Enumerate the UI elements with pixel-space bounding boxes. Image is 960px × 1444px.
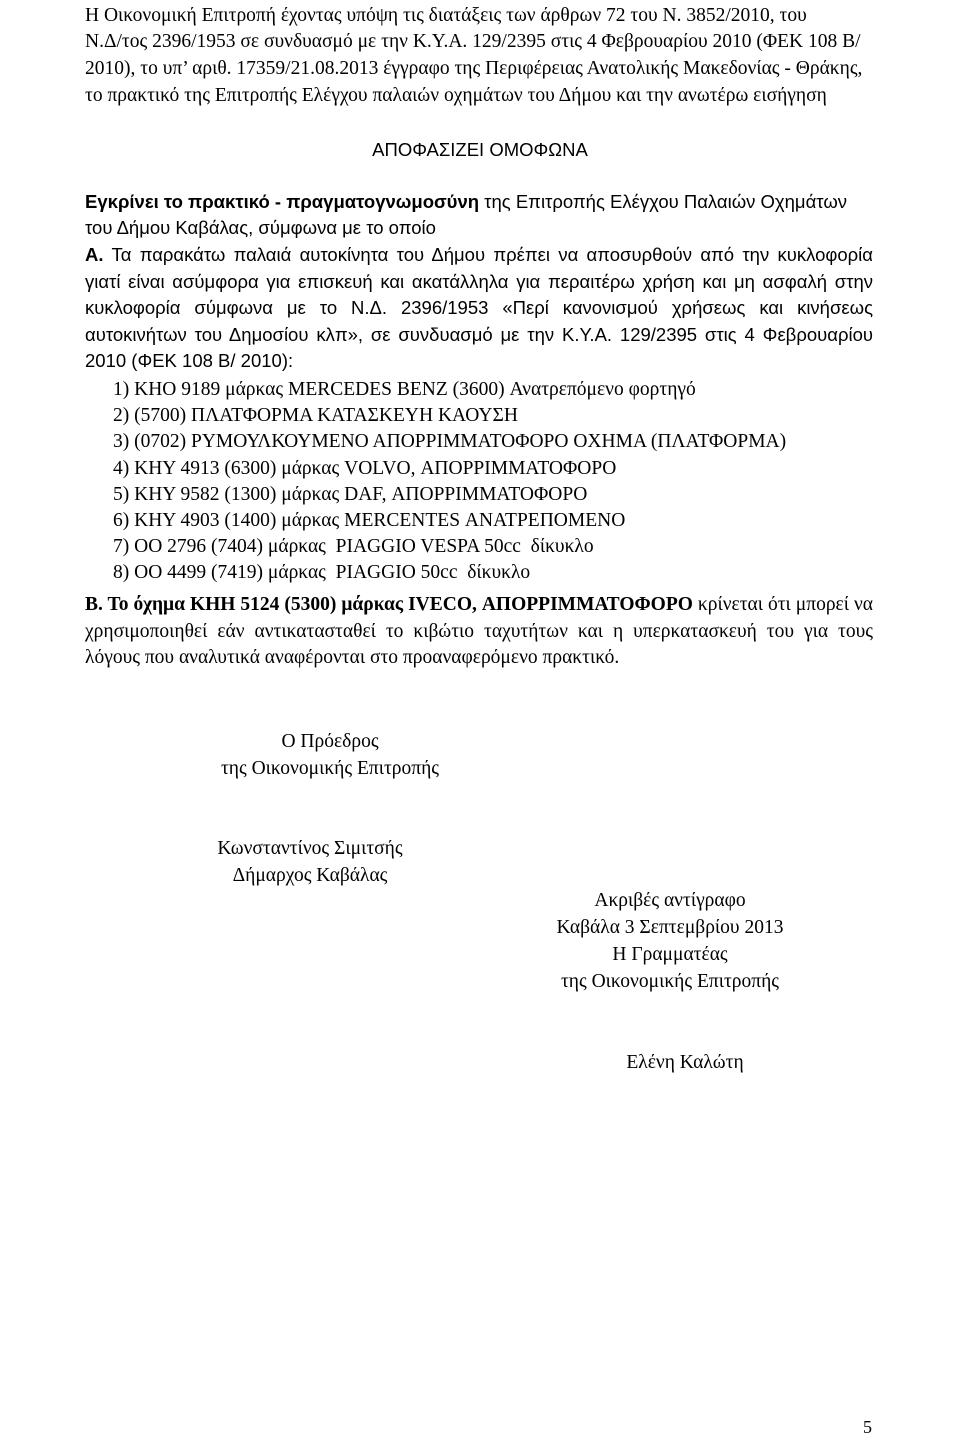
list-item: 4) ΚΗΥ 4913 (6300) μάρκας VOLVO, ΑΠΟΡΡΙΜΜΑΤΟΦΟΡΟ bbox=[113, 457, 617, 479]
list-item: 2) (5700) ΠΛΑΤΦΟΡΜΑ ΚΑΤΑΣΚΕΥΗ ΚΑΟΥΣΗ bbox=[113, 405, 518, 427]
section-b-paragraph bbox=[85, 592, 873, 672]
copy-signer-name: Ελένη Καλώτη bbox=[626, 1052, 744, 1073]
intro-line-3: 2010), το υπ’ αριθ. 17359/21.08.2013 έγγραφο της Περιφέρειας Ανατολικής Μακεδονίας - Θράκης, bbox=[85, 58, 863, 79]
copy-line-4: της Οικονομικής Επιτροπής bbox=[560, 971, 780, 992]
list-item: 6) ΚΗΥ 4903 (1400) μάρκας MERCENTES ΑΝΑΤΡΕΠΟΜΕΝΟ bbox=[113, 509, 626, 531]
intro-line-1: Η Οικονομική Επιτροπή έχοντας υπόψη τις διατάξεις των άρθρων 72 του Ν. 3852/2010, του bbox=[85, 5, 807, 26]
chair-title-line-1: Ο Πρόεδρος bbox=[281, 731, 379, 752]
chair-role: Δήμαρχος Καβάλας bbox=[232, 865, 388, 886]
decision-title: ΑΠΟΦΑΣΙΖΕΙ ΟΜΟΦΩΝΑ bbox=[372, 139, 588, 160]
list-item: 8) ΟΟ 4499 (7419) μάρκας PIAGGIO 50cc δίκυκλο bbox=[113, 562, 531, 584]
approval-bold: Εγκρίνει το πρακτικό - πραγματογνωμοσύνη bbox=[85, 191, 480, 212]
section-b-text: κρίνεται ότι μπορεί να χρησιμοποιηθεί εάν αντικατασταθεί το κιβώτιο ταχυτήτων και η υπερκατασκευή του για τους λόγους που αναλυτικά αναφέρονται στο προαναφερόμενο πρακτικό. bbox=[85, 594, 873, 668]
list-item: 1) ΚΗΟ 9189 μάρκας MERCEDES BENZ (3600) Ανατρεπόμενο φορτηγό bbox=[113, 379, 696, 400]
page-number: 5 bbox=[863, 1417, 872, 1437]
chair-name: Κωνσταντίνος Σιμιτσής bbox=[217, 838, 403, 859]
copy-block bbox=[490, 887, 850, 995]
approval-rest: της Επιτροπής Ελέγχου Παλαιών Οχημάτων bbox=[479, 191, 848, 212]
list-item: 3) (0702) ΡΥΜΟΥΛΚΟΥΜΕΝΟ ΑΠΟΡΡΙΜΜΑΤΟΦΟΡΟ ΟΧΗΜΑ (ΠΛΑΤΦΟΡΜΑ) bbox=[113, 431, 787, 453]
vehicle-list bbox=[113, 377, 786, 587]
list-item: 7) ΟΟ 2796 (7404) μάρκας PIAGGIO VESPA 50cc δίκυκλο bbox=[113, 536, 594, 558]
chair-title-block bbox=[150, 728, 510, 782]
intro-line-2: Ν.Δ/τος 2396/1953 σε συνδυασμό με την Κ.Υ.Α. 129/2395 στις 4 Φεβρουαρίου 2010 (ΦΕΚ 108 Β/ bbox=[85, 31, 861, 52]
section-a-text: Τα παρακάτω παλαιά αυτοκίνητα του Δήμου πρέπει να αποσυρθούν από την κυκλοφορία γιατί είναι ασύμφορα για επισκευή και ακατάλληλα για περαιτέρω χρήση και μη ασφαλή στην κυκλοφορία σύμφωνα με το Ν.Δ. 2396/1953 «Περί κανονισμού χρήσεως και κινήσεως αυτοκινήτων του Δημοσίου κλπ», σε συνδυασμό με την Κ.Υ.Α. 129/2395 στις 4 Φεβρουαρίου 2010 (ΦΕΚ 108 Β/ 2010): bbox=[85, 244, 873, 371]
chair-name-block bbox=[130, 835, 490, 889]
section-a-paragraph bbox=[85, 242, 873, 375]
intro-line-4: το πρακτικό της Επιτροπής Ελέγχου παλαιών οχημάτων του Δήμου και την ανωτέρω εισήγηση bbox=[85, 85, 827, 106]
chair-title-line-2: της Οικονομικής Επιτροπής bbox=[220, 758, 440, 779]
approval-line-2: του Δήμου Καβάλας, σύμφωνα με το οποίο bbox=[85, 217, 436, 238]
copy-line-1: Ακριβές αντίγραφο bbox=[594, 890, 746, 911]
list-item: 5) ΚΗΥ 9582 (1300) μάρκας DAF, ΑΠΟΡΡΙΜΜΑΤΟΦΟΡΟ bbox=[113, 483, 588, 505]
copy-line-3: Η Γραμματέας bbox=[612, 944, 728, 965]
section-a-marker: Α. bbox=[85, 244, 104, 265]
section-b-bold: Β. Το όχημα ΚΗΗ 5124 (5300) μάρκας IVECO, ΑΠΟΡΡΙΜΜΑΤΟΦΟΡΟ bbox=[85, 594, 693, 615]
approval-line-1 bbox=[85, 189, 870, 216]
copy-line-2: Καβάλα 3 Σεπτεμβρίου 2013 bbox=[556, 917, 784, 938]
